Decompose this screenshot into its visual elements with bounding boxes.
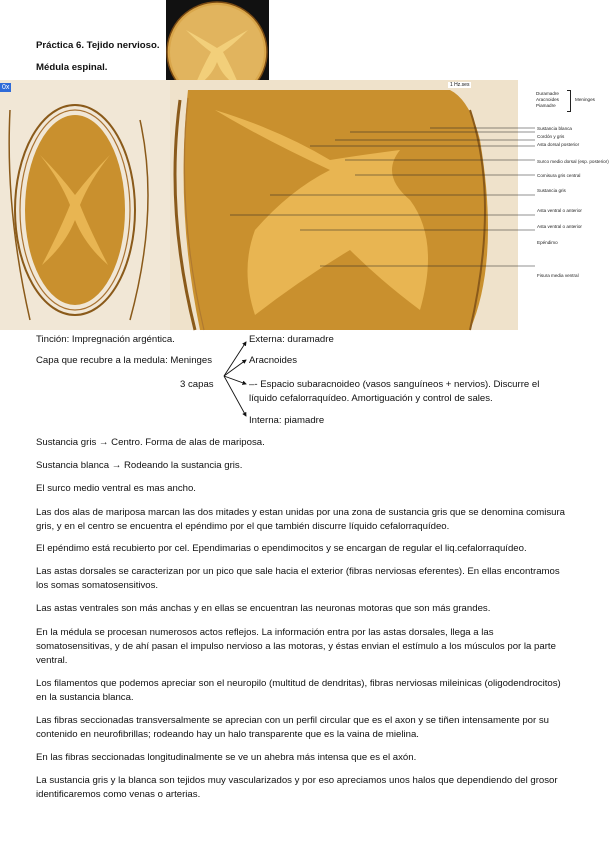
- page-title: Práctica 6. Tejido nervioso.: [36, 40, 160, 51]
- label-aracnoides: Aracnoides: [536, 97, 559, 102]
- label-pointer-9: Epéndimo: [537, 240, 558, 245]
- meninges-bracket: [567, 90, 571, 112]
- arachnoid-text: Aracnoides: [249, 355, 297, 366]
- staining-text: Tinción: Impregnación argéntica.: [36, 334, 175, 345]
- subarachnoid-text-2: líquido cefalorraquídeo. Amortiguación y control de sales.: [249, 393, 493, 404]
- label-pointer-5: Comisura gris central: [537, 173, 581, 178]
- label-meninges: Meninges: [575, 97, 595, 102]
- zoom-indicator: 0x: [2, 84, 10, 91]
- paragraph-4: Las dos alas de mariposa marcan las dos mitades y estan unidas por una zona de sustancia gris que se denomina comisura gris, y en el centro se encuentra el epéndimo por el que también discurre líquido cefalorraquídeo.: [36, 507, 566, 532]
- paragraph-9: Los filamentos que podemos apreciar son el neuropilo (multitud de dendritas), fibras nerviosas mileinicas (oligodendrocitos) en la sustancia blanca.: [36, 678, 561, 703]
- paragraph-12: La sustancia gris y la blanca son tejidos muy vascularizados y por eso apreciamos unos halos que dependiendo del grosor identificaremos como venas o arterias.: [36, 775, 558, 800]
- label-pointer-8: Asta ventral o anterior: [537, 224, 582, 229]
- paragraph-11: En las fibras seccionadas longitudinalmente se ve un ahebra más intensa que es el axón.: [36, 752, 417, 763]
- paragraph-3: El surco medio ventral es mas ancho.: [36, 483, 196, 494]
- spinal-cord-figure: [0, 80, 518, 330]
- paragraph-2: Sustancia blanca → Rodeando la sustancia gris.: [36, 460, 243, 471]
- label-pointer-1: Sustancia blanca: [537, 126, 572, 131]
- paragraph-8: En la médula se procesan numerosos actos reflejos. La información entra por las astas dorsales, llega a las somatosensitivas, y de ahí pasan el impulso nervioso a las motoras, y éstas envian el estímulo a los músculos por la parte ventral.: [36, 627, 556, 666]
- label-pointer-2: Cordón y gris: [537, 134, 565, 139]
- scale-tag: 1 Hz.ses: [450, 82, 470, 88]
- spinal-cord-micrograph: [0, 80, 518, 330]
- label-pointer-4: Surco medio dorsal (esp. posterior): [537, 159, 609, 164]
- label-pointer-10: Fisura media ventral: [537, 273, 579, 278]
- outer-layer-text: Externa: duramadre: [249, 334, 334, 345]
- meninges-arrows: [218, 338, 252, 422]
- subarachnoid-text-1: –- Espacio subaracnoideo (vasos sanguíneos + nervios). Discurre el: [249, 379, 540, 390]
- label-piamadre: Piamadre: [536, 103, 556, 108]
- label-pointer-7: Asta ventral o anterior: [537, 208, 582, 213]
- paragraph-6: Las astas dorsales se caracterizan por un pico que sale hacia el exterior (fibras nerviosas eferentes). En ellas encontramos los somas somatosensitivos.: [36, 566, 560, 591]
- paragraph-1: Sustancia gris → Centro. Forma de alas de mariposa.: [36, 437, 265, 448]
- paragraph-10: Las fibras seccionadas transversalmente se aprecian con un perfil circular que es el axon y se tiñen intensamente por su contenido en neurofibrillas; rodeando hay un halo transparente que es la vaina de mielina.: [36, 715, 550, 740]
- label-pointer-3: Asta dorsal posterior: [537, 142, 580, 147]
- paragraph-7: Las astas ventrales son más anchas y en ellas se encuentran las neuronas motoras que son más grandes.: [36, 603, 491, 614]
- paragraph-5: El epéndimo está recubierto por cel. Ependimarias o ependimocitos y se encargan de regular el liq.cefalorraquídeo.: [36, 543, 527, 554]
- layers-count-text: 3 capas: [180, 379, 214, 390]
- covering-layer-text: Capa que recubre a la medula: Meninges: [36, 355, 212, 366]
- page-subtitle: Médula espinal.: [36, 62, 108, 73]
- label-duramadre: Duramadre: [536, 91, 559, 96]
- inner-layer-text: Interna: piamadre: [249, 415, 325, 426]
- label-pointer-6: Sustancia gris: [537, 188, 566, 193]
